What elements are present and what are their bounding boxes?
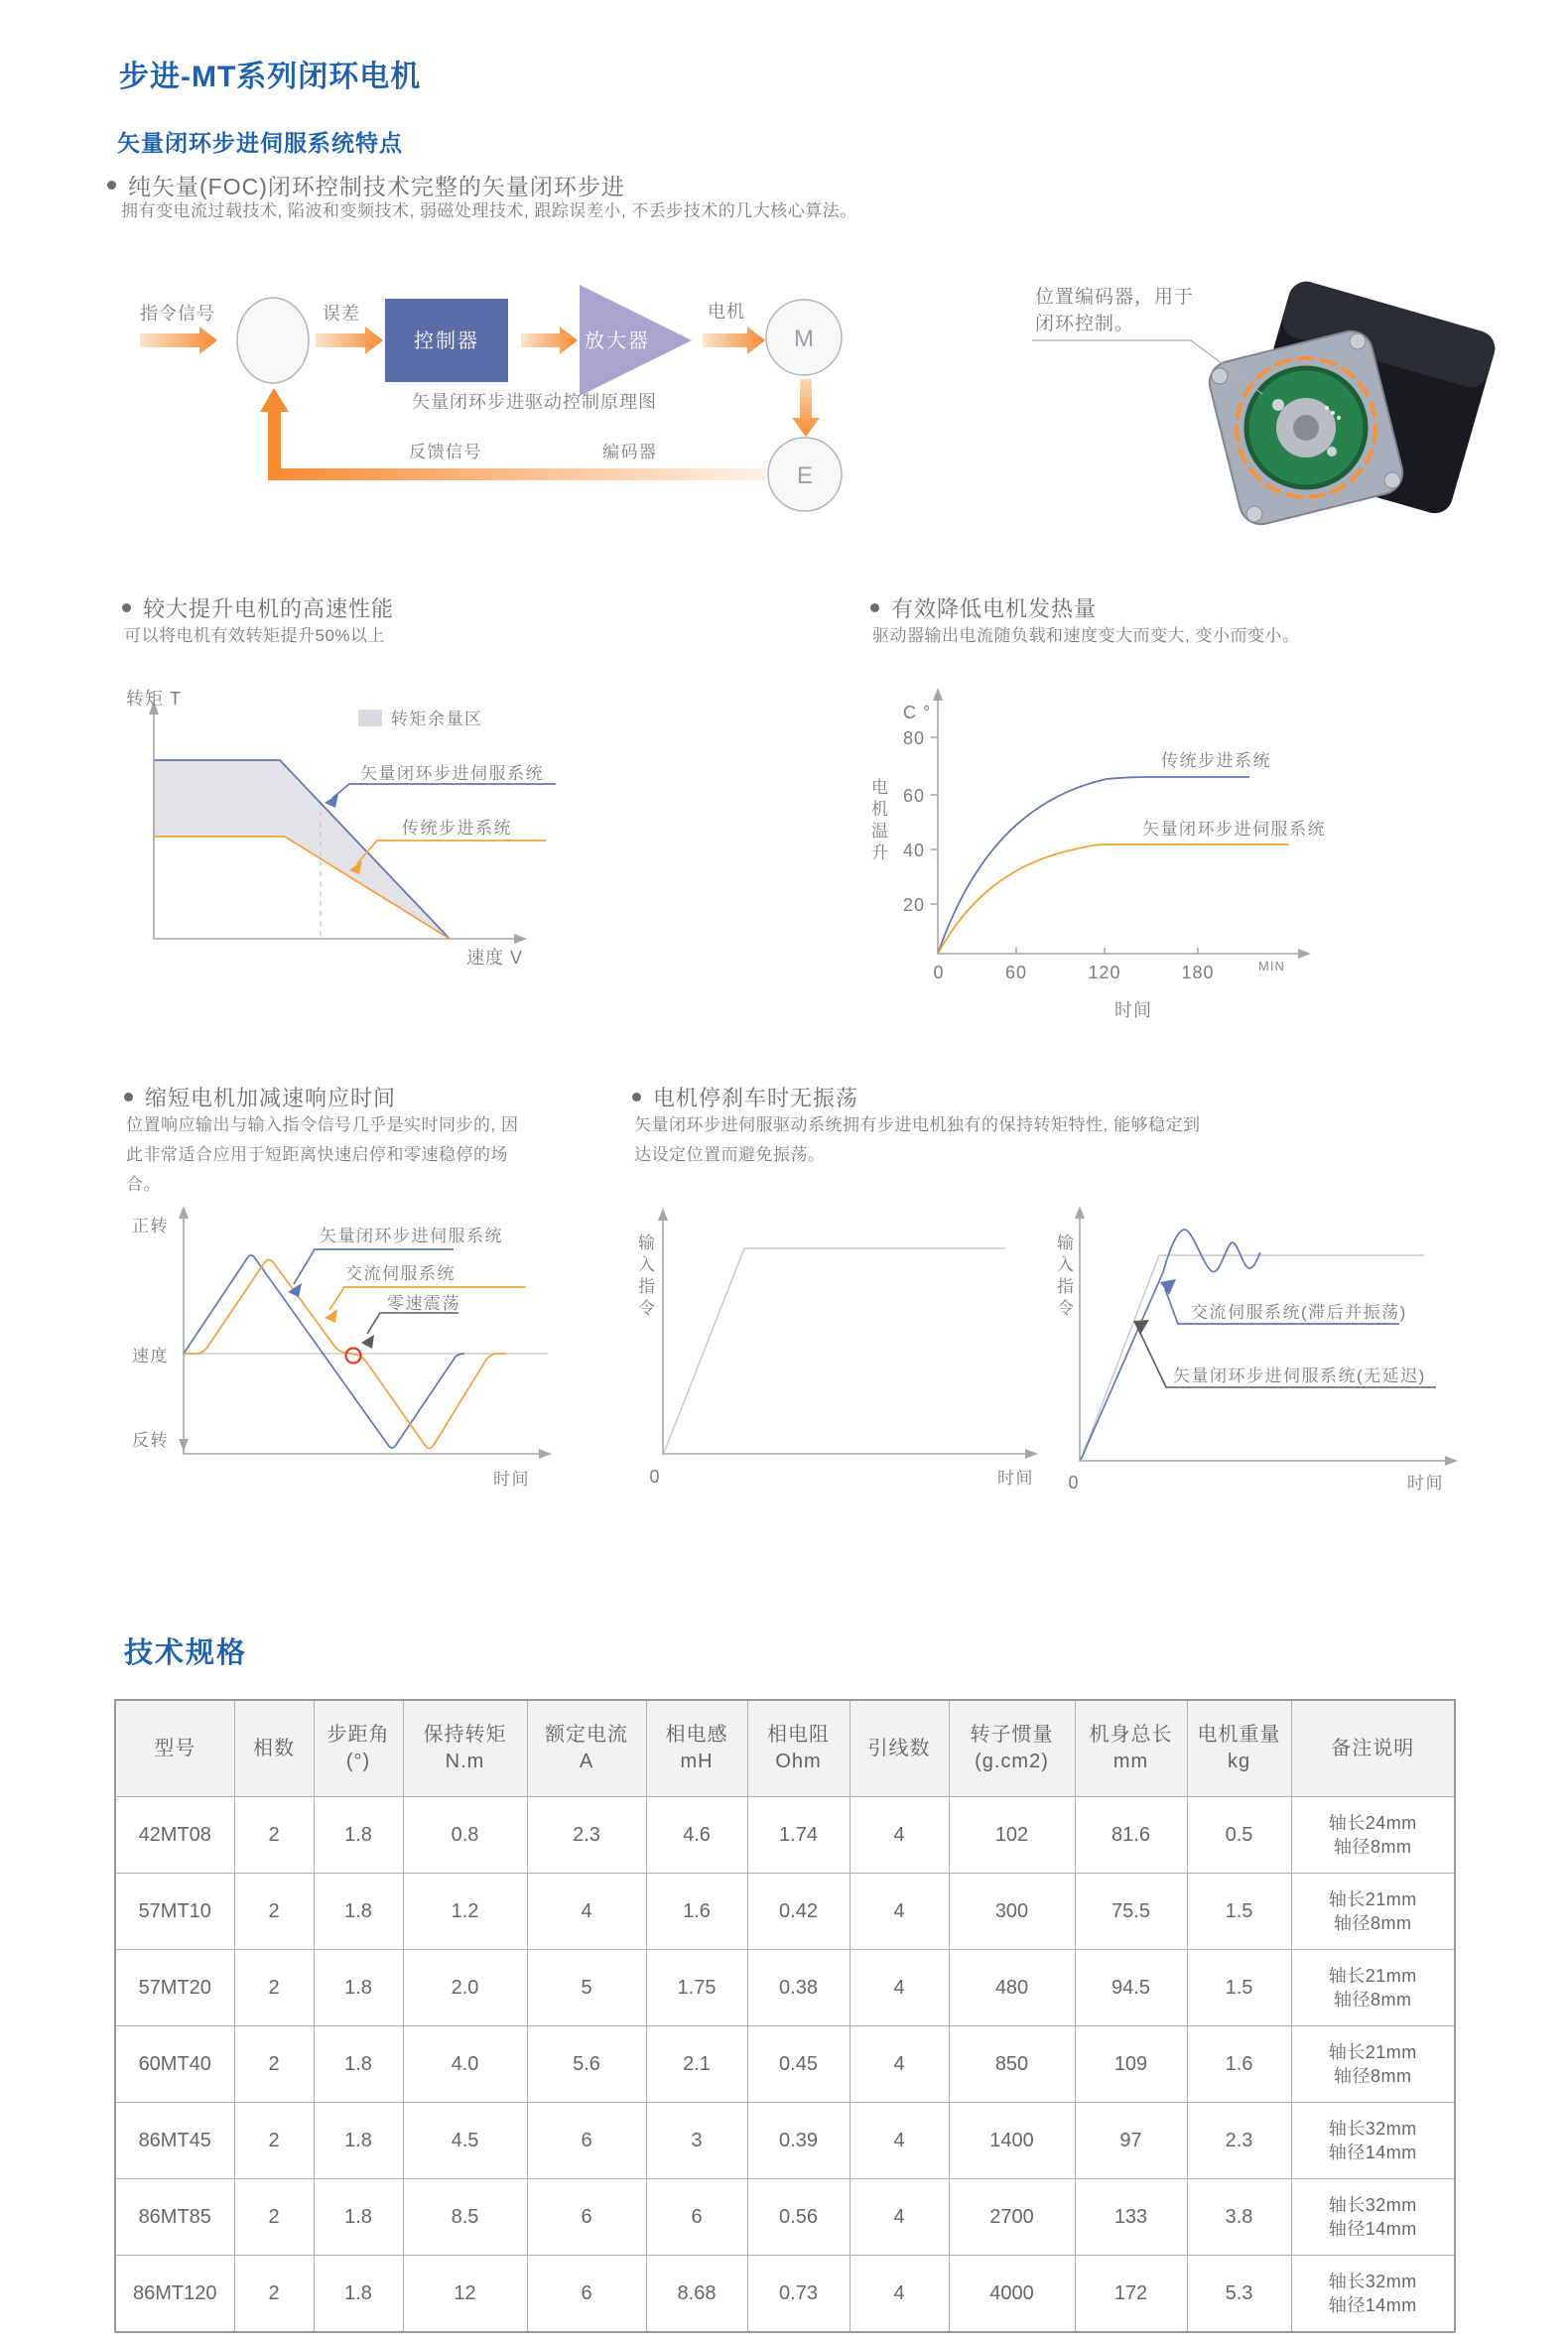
- arrow-down-left-icon: [325, 1309, 337, 1323]
- spec-cell: 4000: [949, 2256, 1075, 2333]
- arrow-right-icon: [1025, 1449, 1038, 1459]
- arrow-down-left-icon: [325, 794, 338, 808]
- arrow-up-left-icon: [1160, 1279, 1176, 1295]
- origin-label: 0: [649, 1467, 661, 1487]
- temp-y-axis-label: 电机温升: [868, 778, 887, 865]
- x-axis-label: 时间: [997, 1469, 1034, 1488]
- y-unit-label: C °: [903, 703, 932, 722]
- spec-column-header: 相数: [234, 1700, 314, 1797]
- spec-cell: 6: [527, 2256, 646, 2333]
- arrow-right-icon: [316, 326, 383, 354]
- arrow-up-icon: [933, 688, 943, 701]
- label-connector: [357, 841, 546, 863]
- spec-cell: 4: [527, 1874, 646, 1950]
- spec-cell: 轴长21mm 轴径8mm: [1291, 1950, 1455, 2026]
- spec-cell: 4: [849, 2026, 949, 2103]
- closed-loop-label: 矢量闭环步进伺服系统(无延迟): [1173, 1366, 1426, 1385]
- spec-column-header: 相电阻 Ohm: [747, 1700, 849, 1797]
- traditional-curve: [154, 837, 450, 939]
- features-heading: 矢量闭环步进伺服系统特点: [117, 130, 403, 156]
- feature-stop-title-row: [632, 1082, 858, 1112]
- spec-cell: 86MT45: [115, 2103, 234, 2179]
- label-connector: [332, 784, 556, 798]
- spec-cell: 6: [646, 2179, 747, 2256]
- feature-foc-title: 纯矢量(FOC)闭环控制技术完整的矢量闭环步进: [128, 174, 625, 199]
- spec-cell: 0.73: [747, 2256, 849, 2333]
- spec-cell: 1.6: [646, 1874, 747, 1950]
- feature-response-title: 缩短电机加减速响应时间: [145, 1086, 397, 1110]
- x-axis-label: 时间: [493, 1470, 530, 1489]
- spec-cell: 6: [527, 2103, 646, 2179]
- spec-cell: 81.6: [1075, 1797, 1187, 1874]
- spec-cell: 轴长21mm 轴径8mm: [1291, 2026, 1455, 2103]
- spec-cell: 0.8: [403, 1797, 527, 1874]
- bullet-icon: [632, 1093, 641, 1102]
- pcb-pin: [1325, 406, 1329, 410]
- origin-label: 0: [1068, 1473, 1080, 1493]
- arrow-right-icon: [514, 934, 527, 944]
- spec-cell: 轴长32mm 轴径14mm: [1291, 2179, 1455, 2256]
- control-diagram: [129, 273, 863, 526]
- spec-cell: 4: [849, 1874, 949, 1950]
- spec-cell: 1.8: [314, 2256, 403, 2333]
- spec-cell: 86MT120: [115, 2256, 234, 2333]
- motor-symbol: M: [794, 325, 814, 352]
- spec-cell: 57MT10: [115, 1874, 234, 1950]
- spec-cell: 1.2: [403, 1874, 527, 1950]
- controller-label: 控制器: [414, 330, 479, 352]
- encoder-symbol: E: [796, 462, 814, 489]
- y-tick-label: 60: [902, 786, 925, 806]
- spec-cell: 2: [234, 2026, 314, 2103]
- feature-heat-title: 有效降低电机发热量: [891, 596, 1098, 621]
- spec-cell: 4: [849, 1950, 949, 2026]
- feature-speed-title-row: [122, 592, 394, 623]
- spec-table-body: [115, 1797, 1455, 2333]
- pcb-component: [1327, 447, 1337, 456]
- spec-cell: 4: [849, 2103, 949, 2179]
- spec-cell: 1.8: [314, 1874, 403, 1950]
- spec-cell: 5.6: [527, 2026, 646, 2103]
- spec-cell: 94.5: [1075, 1950, 1187, 2026]
- x-tick-label: 60: [1004, 963, 1028, 982]
- spec-cell: 850: [949, 2026, 1075, 2103]
- spec-cell: 1.8: [314, 2179, 403, 2256]
- spec-header-row: [115, 1700, 1455, 1797]
- summing-junction: [237, 298, 309, 383]
- spec-cell: 0.39: [747, 2103, 849, 2179]
- spec-cell: 2700: [949, 2179, 1075, 2256]
- traditional-temp-curve: [938, 777, 1249, 954]
- x-tick-label: 180: [1181, 963, 1215, 982]
- spec-cell: 2.0: [403, 1950, 527, 2026]
- feature-heat-title-row: [870, 592, 1097, 623]
- arrow-up-icon: [260, 388, 289, 412]
- spec-cell: 109: [1075, 2026, 1187, 2103]
- forward-label: 正转: [132, 1217, 169, 1236]
- input-command-line: [664, 1248, 1005, 1453]
- closed-loop-wave: [184, 1255, 464, 1448]
- diagram-caption: 矢量闭环步进驱动控制原理图: [412, 392, 657, 412]
- spec-cell: 0.45: [747, 2026, 849, 2103]
- arrow-down-icon: [792, 379, 820, 437]
- spec-cell: 86MT85: [115, 2179, 234, 2256]
- settle-chart: [1042, 1203, 1518, 1500]
- spec-table: [114, 1699, 1456, 2333]
- spec-row: [115, 1797, 1455, 1874]
- spec-row: [115, 1874, 1455, 1950]
- spec-cell: 57MT20: [115, 1950, 234, 2026]
- pcb-pin: [1337, 416, 1341, 420]
- closed-loop-label: 矢量闭环步进伺服系统: [360, 764, 544, 783]
- input-chart-y-label: 输入指令: [635, 1234, 654, 1321]
- spec-cell: 轴长32mm 轴径14mm: [1291, 2256, 1455, 2333]
- spec-column-header: 引线数: [849, 1700, 949, 1797]
- feature-stop-desc: 矢量闭环步进伺服驱动系统拥有步进电机独有的保持转矩特性, 能够稳定到达设定位置而避免振荡。: [634, 1115, 1201, 1164]
- spec-cell: 4: [849, 1797, 949, 1874]
- arrow-right-icon: [539, 1449, 552, 1459]
- bullet-icon: [870, 603, 879, 612]
- x-axis-label: 速度 V: [466, 948, 524, 968]
- spec-cell: 60MT40: [115, 2026, 234, 2103]
- spec-cell: 1.75: [646, 1950, 747, 2026]
- y-tick-label: 80: [902, 728, 925, 748]
- spec-cell: 2: [234, 1874, 314, 1950]
- feature-speed-title: 较大提升电机的高速性能: [143, 596, 395, 621]
- spec-cell: 2: [234, 1950, 314, 2026]
- x-axis-label: 时间: [1407, 1474, 1444, 1493]
- spec-cell: 300: [949, 1874, 1075, 1950]
- spec-cell: 4: [849, 2179, 949, 2256]
- legend-swatch: [358, 710, 382, 726]
- page-title: 步进-MT系列闭环电机: [119, 61, 422, 93]
- ac-servo-oscillation-curve: [1081, 1230, 1260, 1460]
- spec-cell: 1.8: [314, 2026, 403, 2103]
- spec-cell: 5: [527, 1950, 646, 2026]
- spec-column-header: 型号: [115, 1700, 234, 1797]
- feature-stop-title: 电机停刹车时无振荡: [653, 1086, 859, 1110]
- spec-cell: 97: [1075, 2103, 1187, 2179]
- axes: [184, 1217, 541, 1454]
- spec-cell: 12: [403, 2256, 527, 2333]
- spec-column-header: 步距角 (°): [314, 1700, 403, 1797]
- feedback-line-vertical: [268, 410, 281, 480]
- spec-column-header: 相电感 mH: [646, 1700, 747, 1797]
- spec-column-header: 转子惯量 (g.cm2): [949, 1700, 1075, 1797]
- spec-cell: 8.68: [646, 2256, 747, 2333]
- motor-illustration: [1012, 273, 1518, 531]
- closed-loop-temp-curve: [938, 845, 1289, 954]
- reverse-label: 反转: [132, 1431, 169, 1450]
- arrow-up-icon: [1075, 1206, 1085, 1219]
- motor-label: 电机: [708, 302, 745, 322]
- spec-cell: 102: [949, 1797, 1075, 1874]
- spec-column-header: 备注说明: [1291, 1700, 1455, 1797]
- spec-cell: 轴长21mm 轴径8mm: [1291, 1874, 1455, 1950]
- arrow-up-icon: [658, 1208, 668, 1221]
- callout-line1: 位置编码器，用于: [1035, 287, 1195, 308]
- y-axis-label: 转矩 T: [126, 689, 182, 709]
- speed-label: 速度: [132, 1347, 169, 1366]
- spec-cell: 5.3: [1187, 2256, 1291, 2333]
- pcb-pin: [1331, 411, 1335, 415]
- spec-column-header: 额定电流 A: [527, 1700, 646, 1797]
- callout-line2: 闭环控制。: [1035, 314, 1135, 334]
- arrow-right-icon: [1445, 1456, 1458, 1466]
- x-tick-label: 0: [933, 963, 945, 982]
- spec-cell: 0.42: [747, 1874, 849, 1950]
- spec-cell: 4: [849, 2256, 949, 2333]
- traditional-label: 传统步进系统: [402, 819, 512, 838]
- arrow-right-icon: [703, 326, 765, 354]
- spec-cell: 轴长32mm 轴径14mm: [1291, 2103, 1455, 2179]
- arrow-right-icon: [140, 326, 217, 354]
- ac-servo-label: 交流伺服系统: [345, 1264, 456, 1283]
- spec-row: [115, 2026, 1455, 2103]
- traditional-label: 传统步进系统: [1161, 751, 1271, 770]
- spec-column-header: 电机重量 kg: [1187, 1700, 1291, 1797]
- spec-cell: 0.5: [1187, 1797, 1291, 1874]
- x-unit-label: MIN: [1258, 959, 1285, 974]
- x-tick-label: 120: [1088, 963, 1121, 982]
- temperature-chart: [853, 685, 1409, 1027]
- spec-cell: 2.3: [1187, 2103, 1291, 2179]
- spec-cell: 1.8: [314, 1950, 403, 2026]
- spec-row: [115, 2103, 1455, 2179]
- error-label: 误差: [323, 304, 360, 324]
- spec-cell: 2: [234, 2103, 314, 2179]
- pcb-component: [1272, 399, 1284, 411]
- spec-cell: 2: [234, 2256, 314, 2333]
- spec-cell: 2.3: [527, 1797, 646, 1874]
- spec-cell: 42MT08: [115, 1797, 234, 1874]
- spec-cell: 1.8: [314, 1797, 403, 1874]
- settle-chart-y-label: 输入指令: [1054, 1234, 1073, 1321]
- spec-cell: 1400: [949, 2103, 1075, 2179]
- feedback-line: [268, 468, 766, 480]
- spec-cell: 3: [646, 2103, 747, 2179]
- feature-response-title-row: [124, 1082, 396, 1112]
- feature-speed-desc: 可以将电机有效转矩提升50%以上: [124, 626, 386, 645]
- bullet-icon: [124, 1093, 133, 1102]
- feedback-label: 反馈信号: [409, 443, 482, 461]
- torque-speed-chart: [99, 685, 556, 982]
- screw-icon: [1246, 506, 1262, 522]
- spec-row: [115, 2256, 1455, 2333]
- bullet-icon: [107, 181, 116, 190]
- y-tick-label: 20: [902, 895, 925, 915]
- arrow-down-left-icon: [361, 1335, 374, 1349]
- spec-cell: 6: [527, 2179, 646, 2256]
- amplifier-label: 放大器: [585, 330, 650, 352]
- spec-cell: 2.1: [646, 2026, 747, 2103]
- spec-cell: 4.6: [646, 1797, 747, 1874]
- command-signal-label: 指令信号: [140, 304, 215, 324]
- feature-response-desc: 位置响应输出与输入指令信号几乎是实时同步的, 因此非常适合应用于短距离快速启停和零速稳停的场合。: [126, 1115, 519, 1194]
- zero-speed-label: 零速震荡: [387, 1294, 460, 1313]
- feature-foc-desc: 拥有变电流过载技术, 陷波和变频技术, 弱磁处理技术, 跟踪误差小, 不丢步技术的几大核心算法。: [121, 201, 857, 220]
- axes: [663, 1219, 1027, 1454]
- screw-icon: [1350, 333, 1366, 349]
- spec-cell: 480: [949, 1950, 1075, 2026]
- spec-cell: 1.5: [1187, 1874, 1291, 1950]
- spec-column-header: 机身总长 mm: [1075, 1700, 1187, 1797]
- arrow-up-icon: [179, 1206, 189, 1219]
- spec-cell: 4.0: [403, 2026, 527, 2103]
- spec-cell: 3.8: [1187, 2179, 1291, 2256]
- spec-cell: 2: [234, 1797, 314, 1874]
- spec-row: [115, 1950, 1455, 2026]
- screw-icon: [1212, 368, 1228, 384]
- encoder-label: 编码器: [602, 443, 658, 461]
- closed-loop-label: 矢量闭环步进伺服系统: [1142, 820, 1326, 839]
- bullet-icon: [122, 603, 131, 612]
- spec-cell: 1.6: [1187, 2026, 1291, 2103]
- spec-column-header: 保持转矩 N.m: [403, 1700, 527, 1797]
- spec-cell: 0.38: [747, 1950, 849, 2026]
- spec-cell: 172: [1075, 2256, 1187, 2333]
- x-axis-label: 时间: [1114, 1000, 1152, 1020]
- arrow-right-icon: [521, 326, 578, 354]
- input-command-line: [1081, 1255, 1424, 1460]
- arrow-down-icon: [179, 1439, 189, 1451]
- y-tick-label: 40: [902, 841, 925, 860]
- input-command-chart: [615, 1203, 1052, 1500]
- spec-cell: 轴长24mm 轴径8mm: [1291, 1797, 1455, 1874]
- feature-heat-desc: 驱动器输出电流随负载和速度变大而变大, 变小而变小。: [872, 626, 1300, 645]
- spec-cell: 2: [234, 2179, 314, 2256]
- encoder-hub: [1293, 415, 1319, 441]
- spec-cell: 133: [1075, 2179, 1187, 2256]
- arrow-right-icon: [1298, 949, 1311, 959]
- spec-row: [115, 2179, 1455, 2256]
- speed-response-chart: [99, 1203, 566, 1500]
- legend-label: 转矩余量区: [391, 710, 483, 728]
- screw-icon: [1384, 472, 1400, 488]
- ac-servo-label: 交流伺服系统(滞后并振荡): [1191, 1303, 1407, 1322]
- spec-cell: 8.5: [403, 2179, 527, 2256]
- label-connector: [367, 1313, 458, 1334]
- spec-cell: 75.5: [1075, 1874, 1187, 1950]
- spec-cell: 1.74: [747, 1797, 849, 1874]
- spec-cell: 1.5: [1187, 1950, 1291, 2026]
- specs-heading: 技术规格: [124, 1637, 248, 1669]
- spec-cell: 1.8: [314, 2103, 403, 2179]
- spec-cell: 4.5: [403, 2103, 527, 2179]
- closed-loop-label: 矢量闭环步进伺服系统: [320, 1227, 503, 1245]
- spec-cell: 0.56: [747, 2179, 849, 2256]
